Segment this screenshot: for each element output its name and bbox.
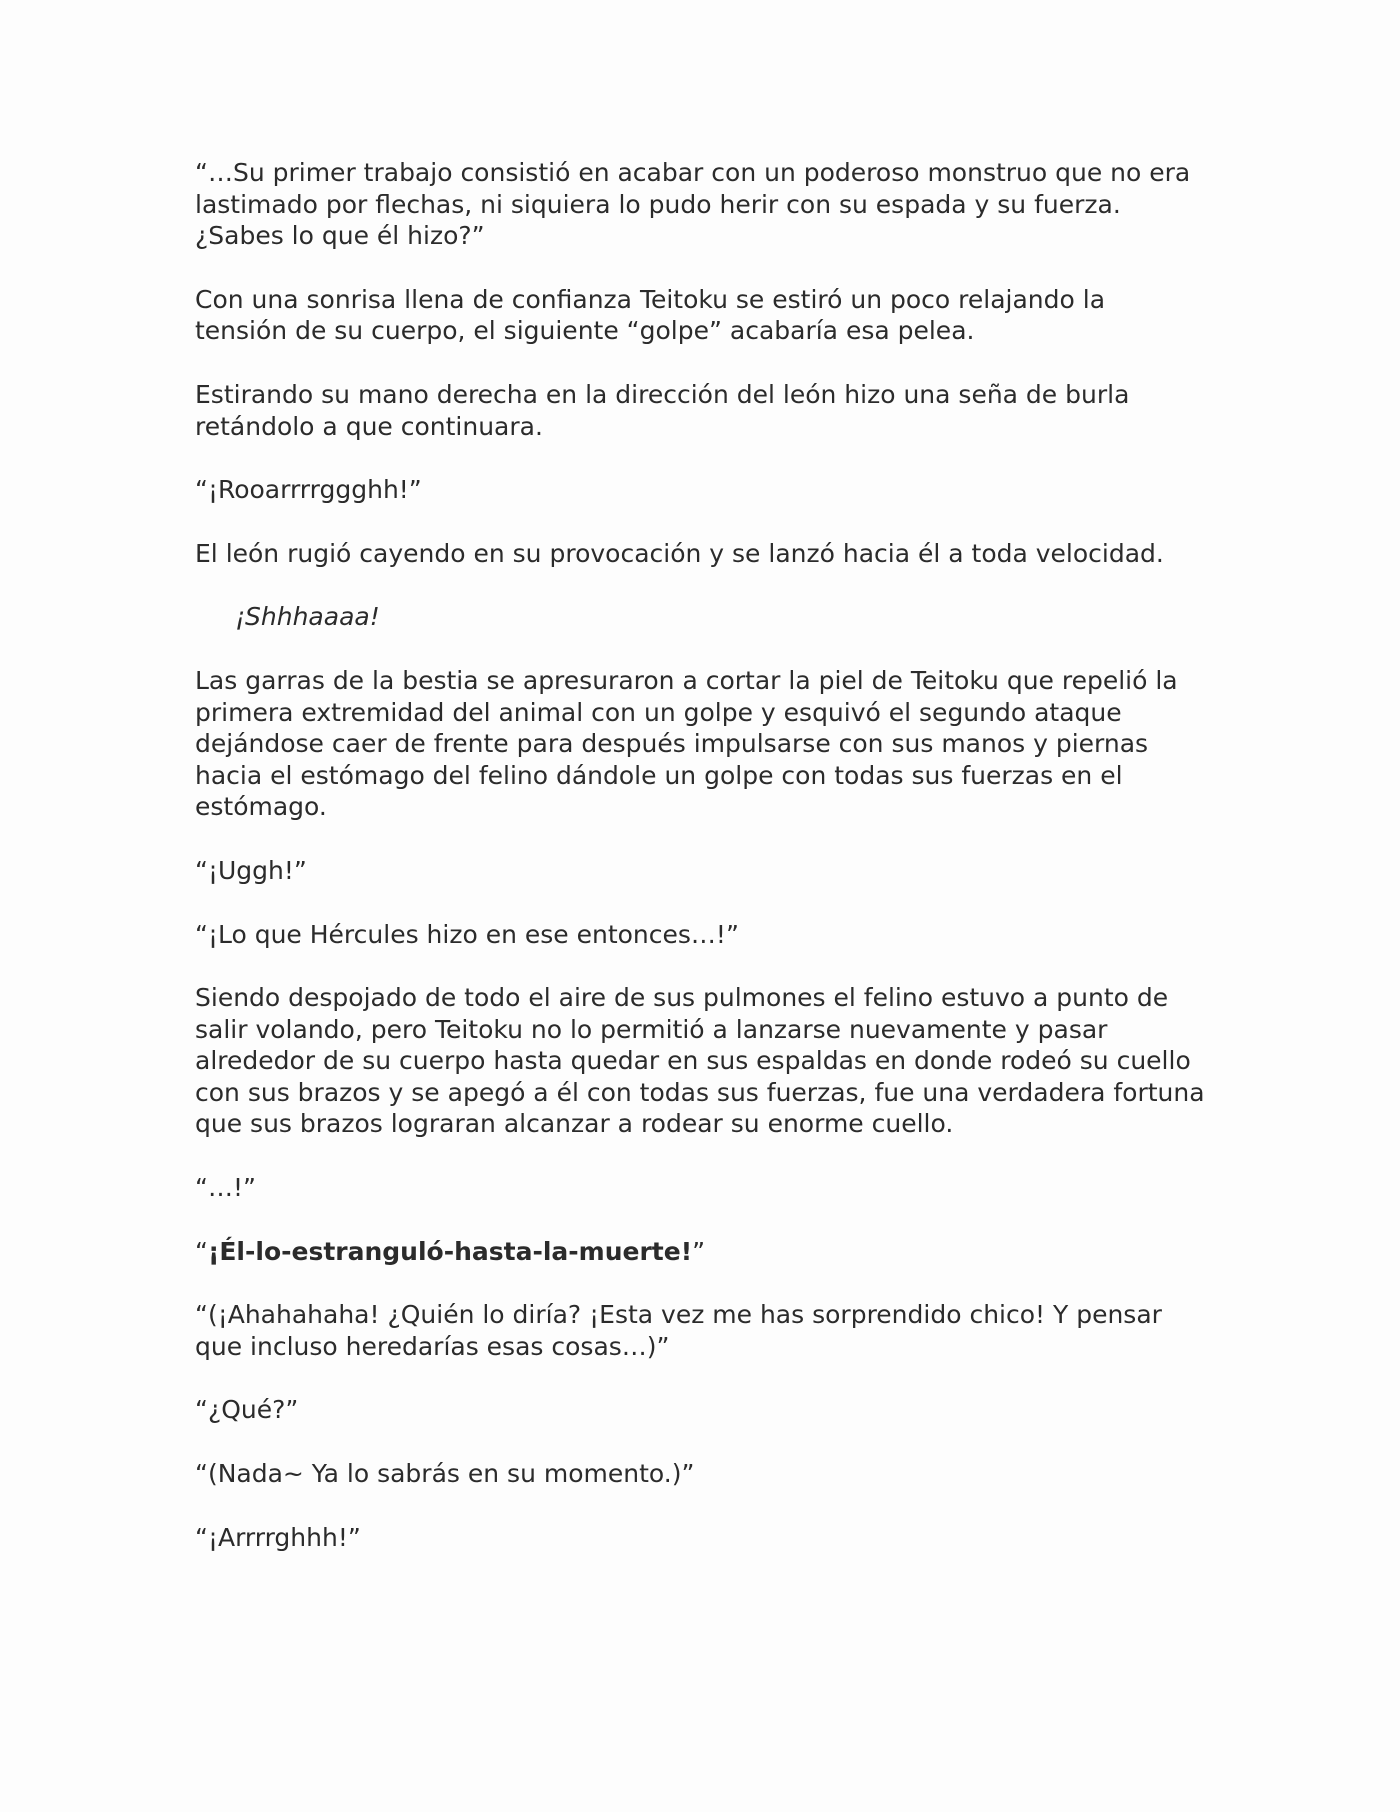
paragraph: El león rugió cayendo en su provocación y se lanzó hacia él a toda velocidad.: [195, 538, 1164, 568]
dialogue-line: “¡Lo que Hércules hizo en ese entonces…!”: [195, 919, 739, 949]
dialogue-line: “¡Arrrrghhh!”: [195, 1522, 361, 1552]
bold-dialogue-line: [195, 1236, 1205, 1268]
open-quote: “: [195, 1236, 208, 1266]
paragraph: Las garras de la bestia se apresuraron a cortar la piel de Teitoku que repelió la primera extremidad del animal con un golpe y esquivó el segundo ataque dejándose caer de frente para después impulsarse con sus manos y piernas hacia el estómago del felino dándole un golpe con todas sus fuerzas en el estómago.: [195, 665, 1178, 822]
dialogue-line: “(¡Ahahahaha! ¿Quién lo diría? ¡Esta vez me has sorprendido chico! Y pensar que incluso heredarías esas cosas…)”: [195, 1300, 1162, 1361]
paragraph: Estirando su mano derecha en la dirección del león hizo una seña de burla retándolo a que continuara.: [195, 379, 1130, 441]
dialogue-line: “(Nada~ Ya lo sabrás en su momento.)”: [195, 1459, 695, 1489]
paragraph: Con una sonrisa llena de confianza Teitoku se estiró un poco relajando la tensión de su cuerpo, el siguiente “golpe” acabaría esa pelea.: [195, 284, 1106, 346]
dialogue-line: “…!”: [195, 1173, 256, 1203]
paragraph: Siendo despojado de todo el aire de sus pulmones el felino estuvo a punto de salir volando, pero Teitoku no lo permitió a lanzarse nuevamente y pasar alrededor de su cuerpo hasta quedar en sus espaldas en donde rodeó su cuello con sus brazos y se apegó a él con todas sus fuerzas, fue una verdadera fortuna que sus brazos lograran alcanzar a rodear su enorme cuello.: [195, 983, 1205, 1139]
close-quote: ”: [692, 1236, 706, 1266]
bold-shout: ¡Él-lo-estranguló-hasta-la-muerte!: [207, 1236, 693, 1266]
paragraph: “…Su primer trabajo consistió en acabar con un poderoso monstruo que no era lastimado por flechas, ni siquiera lo pudo herir con su espada y su fuerza. ¿Sabes lo que él hizo?”: [195, 158, 1191, 251]
dialogue-line: “¿Qué?”: [195, 1395, 299, 1425]
sound-effect-line: ¡Shhhaaaa!: [235, 602, 380, 632]
dialogue-line: “¡Rooarrrrggghh!”: [195, 475, 422, 505]
dialogue-line: “¡Uggh!”: [195, 855, 307, 885]
document-body: [195, 157, 1205, 1585]
